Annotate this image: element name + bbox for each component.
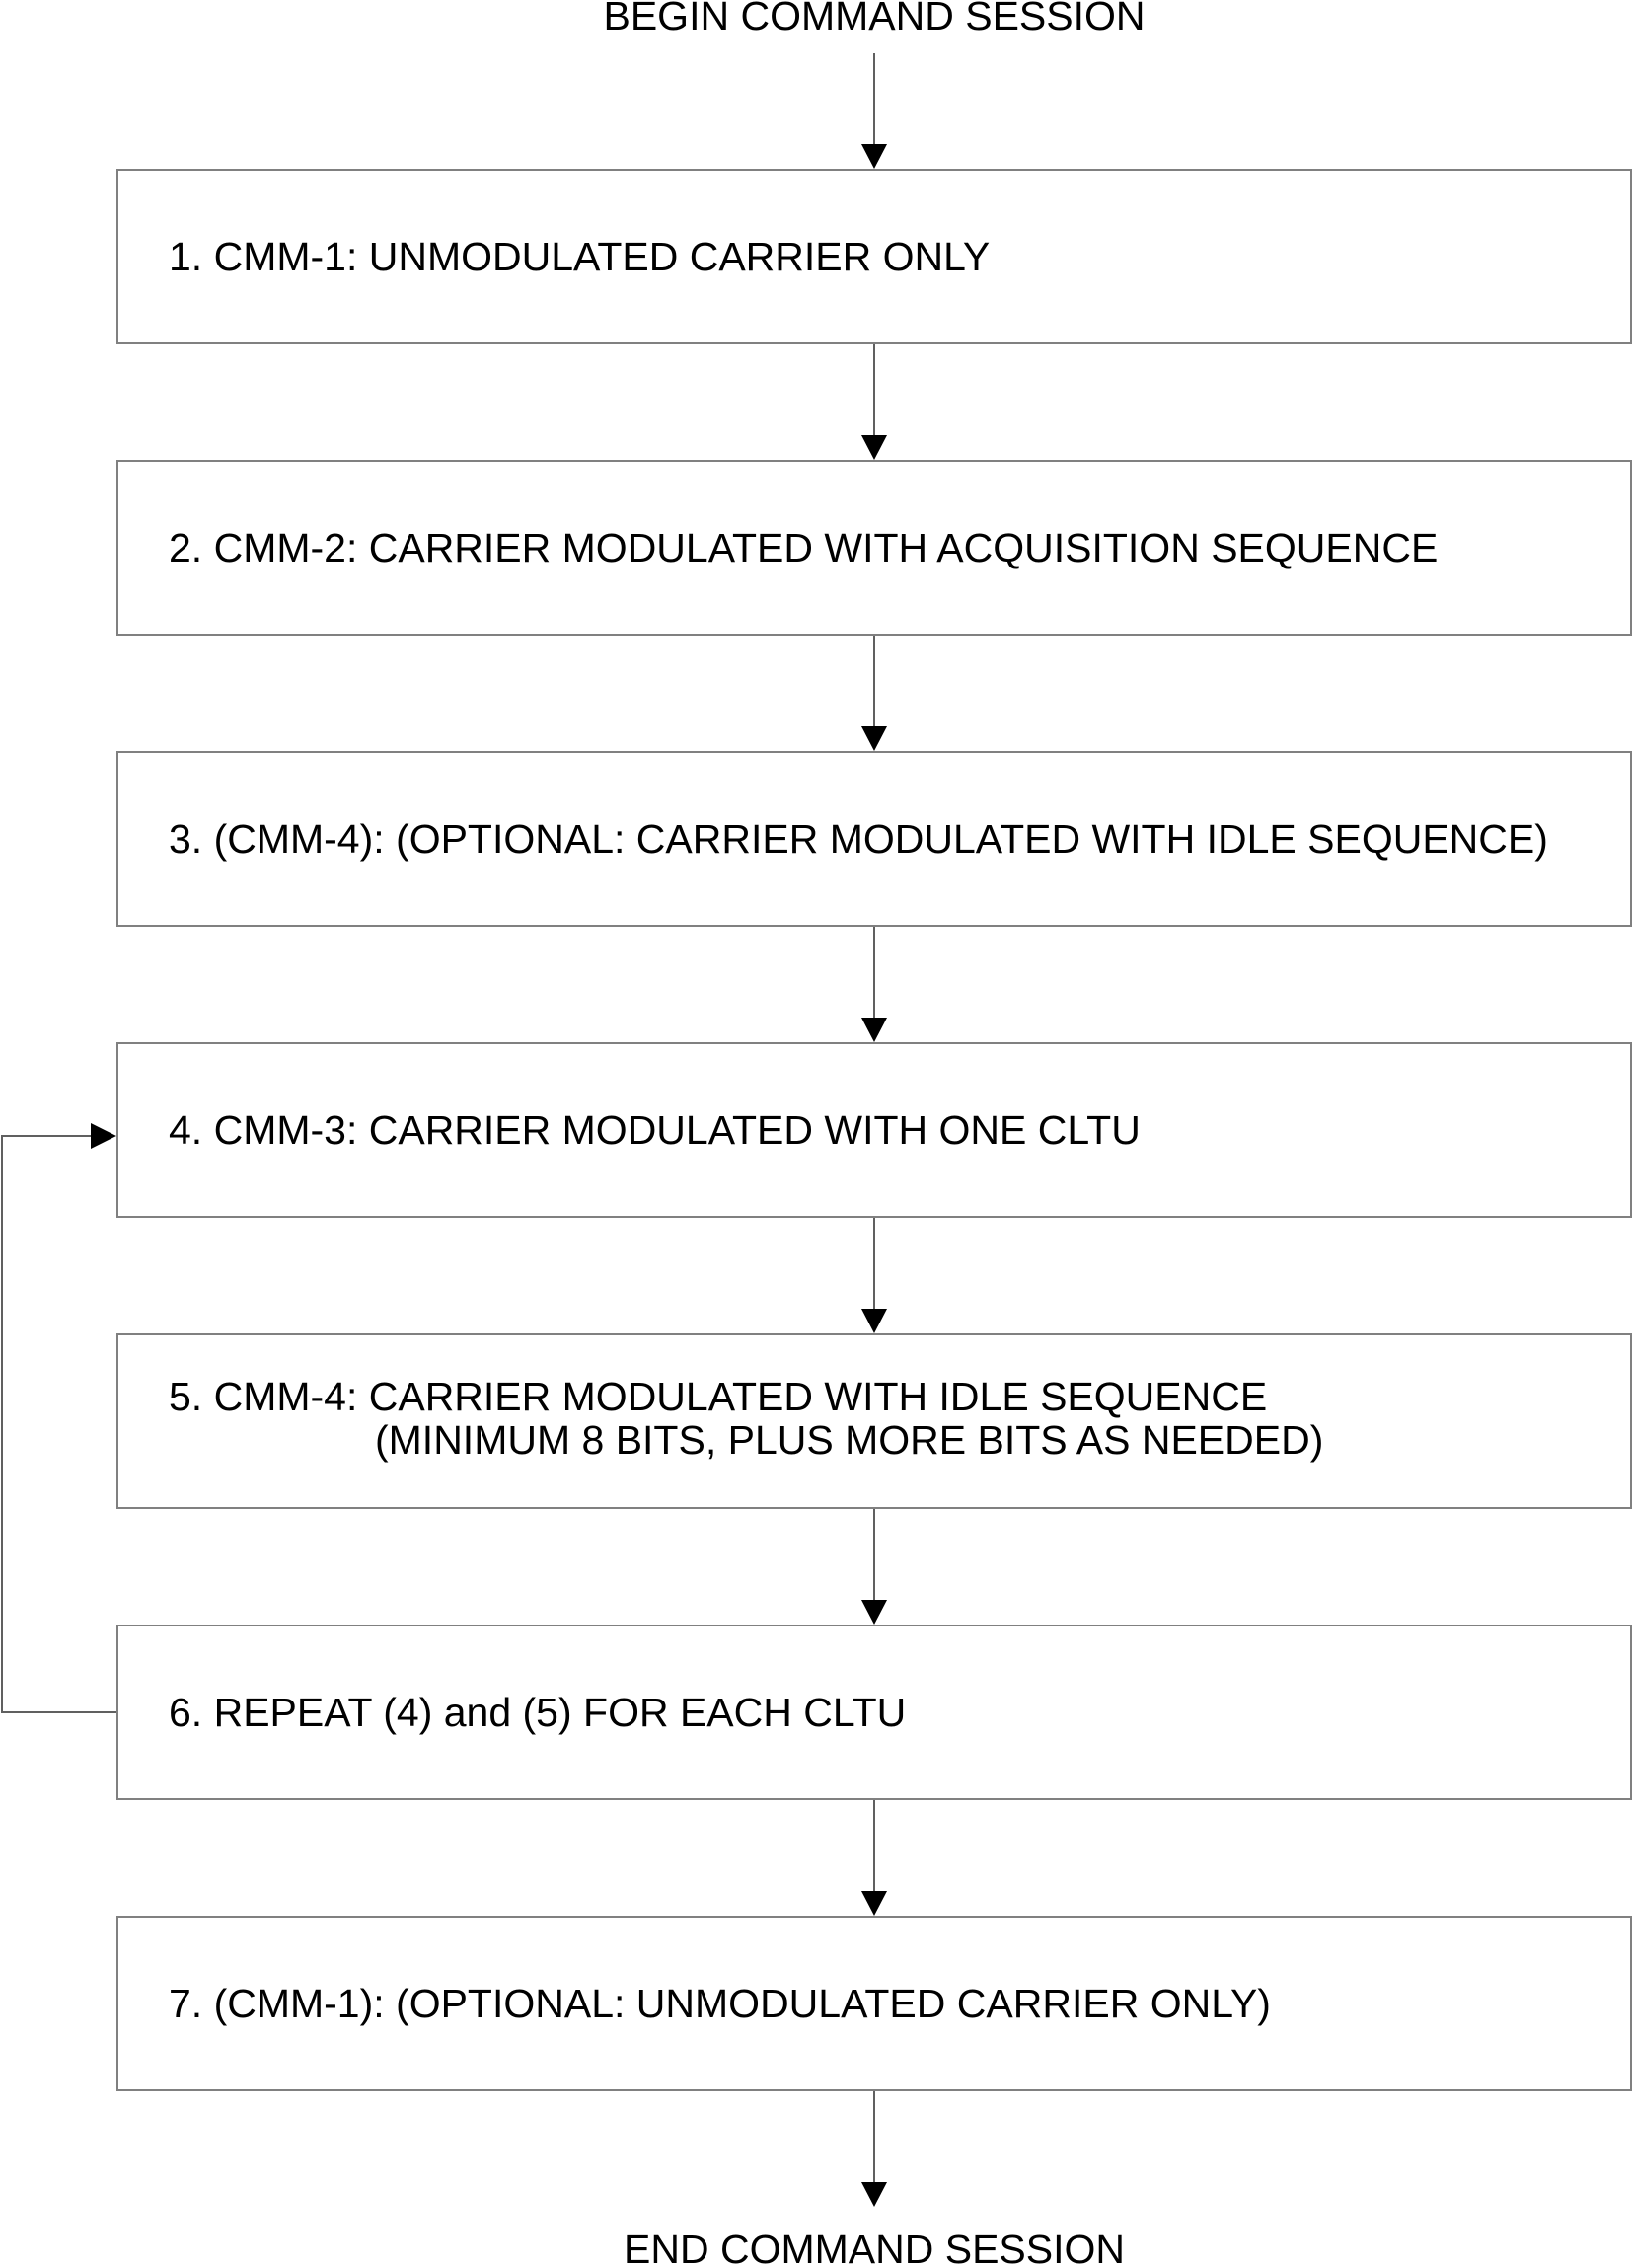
connector-step-5-to-step-6: [861, 1509, 887, 1625]
step-4-text: 4. CMM-3: CARRIER MODULATED WITH ONE CLTU: [169, 1107, 1141, 1153]
arrowhead: [861, 1600, 887, 1625]
arrowhead: [861, 435, 887, 460]
begin-command-session-label: BEGIN COMMAND SESSION: [603, 0, 1146, 38]
connector-step-4-to-step-5: [861, 1218, 887, 1333]
step-1-node: [117, 170, 1631, 343]
step-6-text: 6. REPEAT (4) and (5) FOR EACH CLTU: [169, 1690, 907, 1735]
step-5-node: [117, 1334, 1631, 1508]
connector-step-6-to-step-7: [861, 1800, 887, 1916]
connector-step-2-to-step-3: [861, 636, 887, 751]
loop-connector-step-6-to-step-4: [2, 1123, 116, 1712]
connector-step-7-to-end: [861, 2091, 887, 2207]
end-command-session-label: END COMMAND SESSION: [624, 2227, 1125, 2268]
arrowhead: [861, 144, 887, 169]
step-2-text: 2. CMM-2: CARRIER MODULATED WITH ACQUISITION SEQUENCE: [169, 525, 1439, 570]
step-5-text-line-1: 5. CMM-4: CARRIER MODULATED WITH IDLE SEQUENCE: [169, 1374, 1268, 1419]
step-3-text: 3. (CMM-4): (OPTIONAL: CARRIER MODULATED WITH IDLE SEQUENCE): [169, 816, 1548, 862]
step-2-node: [117, 461, 1631, 635]
arrowhead: [861, 1018, 887, 1042]
connector-step-3-to-step-4: [861, 927, 887, 1042]
connector-step-1-to-step-2: [861, 344, 887, 460]
arrowhead: [91, 1123, 116, 1149]
step-7-node: [117, 1917, 1631, 2090]
arrowhead: [861, 1309, 887, 1333]
arrowhead: [861, 1891, 887, 1916]
step-6-node: [117, 1625, 1631, 1799]
step-7-text: 7. (CMM-1): (OPTIONAL: UNMODULATED CARRIER ONLY): [169, 1981, 1271, 2026]
step-4-node: [117, 1043, 1631, 1217]
step-1-text: 1. CMM-1: UNMODULATED CARRIER ONLY: [169, 234, 991, 279]
arrowhead: [861, 726, 887, 751]
connector-begin-to-step-1: [861, 53, 887, 169]
step-5-text-line-2: (MINIMUM 8 BITS, PLUS MORE BITS AS NEEDED): [375, 1417, 1324, 1463]
arrowhead: [861, 2182, 887, 2207]
step-3-node: [117, 752, 1631, 926]
